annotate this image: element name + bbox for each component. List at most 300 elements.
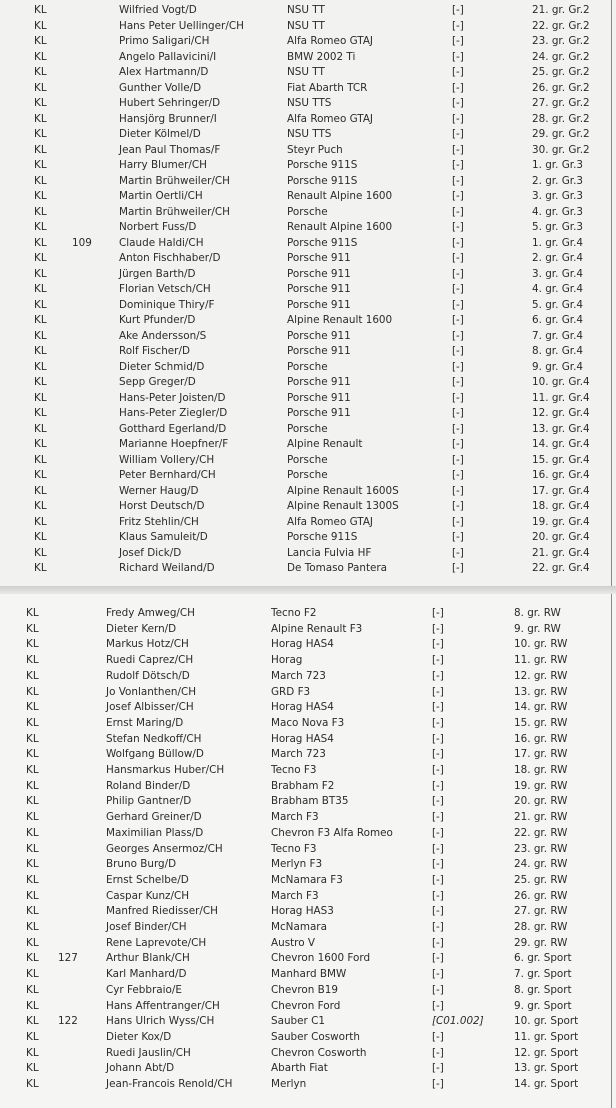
class-position: 12. gr. Gr.4 (532, 407, 590, 419)
result-row (0, 391, 616, 406)
result-code: [-] (452, 19, 464, 32)
car-model: Chevron Ford (271, 999, 341, 1012)
car-model: Porsche 911S (287, 236, 358, 249)
class-position: 1. gr. Gr.3 (532, 159, 584, 171)
class-position: 15. gr. Gr.4 (532, 453, 590, 466)
result-code: [-] (452, 221, 464, 233)
class-position: 22. gr. RW (514, 826, 568, 839)
class-position: 10. gr. Gr.4 (532, 376, 590, 388)
class-label: KL (34, 205, 47, 218)
result-row (0, 700, 616, 715)
result-row (0, 920, 616, 935)
class-position: 3. gr. Gr.4 (532, 267, 584, 280)
result-code: [-] (432, 701, 444, 714)
result-code: [-] (452, 376, 464, 388)
class-label: KL (34, 112, 47, 125)
class-position: 14. gr. Gr.4 (532, 438, 590, 450)
result-row (0, 65, 616, 80)
result-code: [-] (432, 1030, 444, 1043)
driver-name: Primo Saligari/CH (119, 35, 210, 47)
class-position: 9. gr. Gr.4 (532, 360, 584, 373)
class-label: KL (34, 453, 47, 466)
class-position: 4. gr. Gr.4 (532, 283, 584, 295)
driver-name: Martin Oertli/CH (119, 190, 203, 202)
result-row (0, 653, 616, 668)
result-row (0, 842, 616, 857)
result-row (0, 267, 616, 282)
car-model: Alpine Renault F3 (271, 622, 363, 635)
result-code: [-] (432, 607, 444, 619)
result-row (0, 1077, 616, 1092)
result-code: [-] (452, 484, 464, 497)
car-model: March F3 (271, 889, 319, 902)
result-row (0, 437, 616, 452)
driver-name: Philip Gantner/D (106, 795, 192, 808)
result-code: [-] (452, 143, 464, 156)
car-model: Porsche 911 (287, 283, 351, 295)
result-code: [-] (432, 905, 444, 918)
entry-number: 127 (58, 952, 78, 965)
class-label: KL (34, 422, 47, 435)
result-row (0, 515, 616, 530)
class-position: 28. gr. Gr.2 (532, 112, 590, 125)
result-code: [-] (452, 329, 464, 342)
result-code: [-] (452, 4, 464, 16)
driver-name: Werner Haug/D (119, 484, 199, 497)
class-label: KL (26, 811, 39, 824)
class-position: 8. gr. Gr.4 (532, 345, 584, 357)
result-row (0, 329, 616, 344)
car-model: Porsche 911 (287, 329, 351, 342)
car-model: Sauber C1 (271, 1015, 325, 1028)
class-position: 11. gr. RW (514, 654, 568, 667)
car-model: Alpine Renault (287, 438, 363, 450)
driver-name: Josef Albisser/CH (106, 701, 194, 714)
result-code: [-] (452, 159, 464, 171)
result-code: [-] (432, 779, 444, 792)
result-row (0, 251, 616, 266)
car-model: Porsche 911 (287, 391, 351, 404)
driver-name: Angelo Pallavicini/I (119, 50, 217, 63)
car-model: Porsche 911 (287, 252, 351, 264)
result-row (0, 732, 616, 747)
class-label: KL (26, 952, 39, 965)
car-model: Horag HAS4 (271, 732, 334, 745)
result-row (0, 453, 616, 468)
result-row (0, 967, 616, 982)
class-label: KL (26, 607, 39, 619)
class-position: 14. gr. Sport (514, 1078, 579, 1090)
result-code: [-] (432, 638, 444, 651)
result-code: [-] (432, 873, 444, 886)
driver-name: Martin Brühweiler/CH (119, 174, 230, 187)
driver-name: Claude Haldi/CH (119, 236, 204, 249)
result-row (0, 904, 616, 919)
car-model: Chevron Cosworth (271, 1046, 367, 1059)
car-model: Alfa Romeo GTAJ (287, 35, 374, 47)
driver-name: Dieter Schmid/D (119, 360, 205, 373)
result-row (0, 826, 616, 841)
class-position: 9. gr. RW (514, 622, 561, 635)
class-label: KL (34, 407, 47, 419)
driver-name: Jürgen Barth/D (119, 267, 196, 280)
result-code: [-] (432, 968, 444, 981)
result-row (0, 873, 616, 888)
result-code: [-] (452, 190, 464, 202)
class-position: 19. gr. Gr.4 (532, 515, 590, 528)
class-position: 14. gr. RW (514, 701, 568, 714)
class-label: KL (26, 795, 39, 808)
result-row (0, 19, 616, 34)
class-position: 13. gr. RW (514, 685, 568, 698)
result-row (0, 685, 616, 700)
car-model: Renault Alpine 1600 (287, 190, 393, 202)
car-model: March 723 (271, 669, 326, 682)
entry-number: 109 (72, 236, 92, 249)
class-label: KL (26, 638, 39, 651)
result-row (0, 1030, 616, 1045)
result-row (0, 50, 616, 65)
driver-name: Sepp Greger/D (119, 376, 196, 388)
class-position: 25. gr. RW (514, 873, 568, 886)
class-label: KL (34, 267, 47, 280)
result-row (0, 375, 616, 390)
driver-name: Rolf Fischer/D (119, 345, 190, 357)
car-model: Alfa Romeo GTAJ (287, 515, 374, 528)
result-code: [-] (432, 764, 444, 776)
class-label: KL (34, 515, 47, 528)
result-row (0, 236, 616, 251)
class-label: KL (26, 921, 39, 933)
class-label: KL (26, 1030, 39, 1043)
driver-name: Manfred Riedisser/CH (106, 905, 218, 918)
driver-name: Harry Blumer/CH (119, 159, 207, 171)
result-code: [-] (452, 500, 464, 512)
result-row (0, 158, 616, 173)
result-row (0, 606, 616, 621)
car-model: Porsche 911 (287, 267, 351, 280)
car-model: Horag HAS3 (271, 905, 334, 918)
driver-name: Fredy Amweg/CH (106, 607, 195, 619)
class-position: 7. gr. Gr.4 (532, 329, 584, 342)
class-label: KL (34, 190, 47, 202)
result-code: [-] (452, 345, 464, 357)
driver-name: Dominique Thiry/F (119, 298, 215, 311)
result-code: [-] (432, 936, 444, 949)
class-label: KL (34, 4, 47, 16)
car-model: Porsche (287, 453, 328, 466)
driver-name: Hans-Peter Ziegler/D (119, 407, 228, 419)
class-position: 29. gr. Gr.2 (532, 128, 590, 140)
driver-name: Caspar Kunz/CH (106, 889, 190, 902)
class-label: KL (34, 236, 47, 249)
class-label: KL (26, 999, 39, 1012)
result-code: [-] (432, 983, 444, 996)
result-code: [-] (452, 267, 464, 280)
class-label: KL (34, 221, 47, 233)
driver-name: Gunther Volle/D (119, 81, 202, 94)
car-model: NSU TT (287, 66, 325, 78)
car-model: Horag HAS4 (271, 701, 334, 714)
driver-name: Jean Paul Thomas/F (119, 143, 221, 156)
class-position: 24. gr. Gr.2 (532, 50, 590, 63)
driver-name: Stefan Nedkoff/CH (106, 732, 202, 745)
car-model: Abarth Fiat (271, 1062, 328, 1075)
class-position: 24. gr. RW (514, 858, 568, 871)
driver-name: Bruno Burg/D (106, 858, 177, 871)
car-model: Manhard BMW (271, 968, 347, 981)
driver-name: Richard Weiland/D (119, 562, 215, 574)
class-position: 11. gr. Sport (514, 1030, 579, 1043)
class-position: 21. gr. Gr.2 (532, 4, 590, 16)
class-label: KL (26, 983, 39, 996)
car-model: Chevron B19 (271, 983, 339, 996)
car-model: Steyr Puch (287, 143, 343, 156)
result-row (0, 3, 616, 18)
result-code: [-] (432, 732, 444, 745)
result-code: [-] (452, 422, 464, 435)
result-row (0, 637, 616, 652)
class-label: KL (26, 858, 39, 871)
class-label: KL (26, 669, 39, 682)
class-label: KL (34, 283, 47, 295)
result-row (0, 484, 616, 499)
result-row (0, 406, 616, 421)
result-row (0, 936, 616, 951)
class-position: 30. gr. Gr.2 (532, 143, 590, 156)
class-position: 12. gr. RW (514, 669, 568, 682)
class-position: 18. gr. Gr.4 (532, 500, 590, 512)
class-position: 8. gr. RW (514, 607, 561, 619)
car-model: Alfa Romeo GTAJ (287, 112, 374, 125)
result-code: [-] (432, 622, 444, 635)
class-position: 8. gr. Sport (514, 983, 572, 996)
car-model: Chevron F3 Alfa Romeo (271, 826, 393, 839)
class-label: KL (34, 345, 47, 357)
class-label: KL (34, 81, 47, 94)
class-label: KL (34, 376, 47, 388)
class-position: 21. gr. RW (514, 811, 568, 824)
driver-name: Karl Manhard/D (106, 968, 187, 981)
result-row (0, 313, 616, 328)
class-label: KL (34, 97, 47, 109)
driver-name: Ernst Schelbe/D (106, 873, 189, 886)
result-row (0, 857, 616, 872)
result-code: [-] (432, 685, 444, 698)
driver-name: Hans-Peter Joisten/D (119, 391, 226, 404)
car-model: Tecno F3 (271, 842, 317, 855)
result-code: [-] (432, 748, 444, 761)
class-position: 17. gr. Gr.4 (532, 484, 590, 497)
result-code: [-] (432, 842, 444, 855)
result-row (0, 143, 616, 158)
result-code: [-] (452, 360, 464, 373)
driver-name: Ake Andersson/S (119, 329, 207, 342)
class-position: 27. gr. Gr.2 (532, 97, 590, 109)
driver-name: Dieter Kern/D (106, 622, 177, 635)
class-label: KL (34, 128, 47, 140)
driver-name: Jo Vonlanthen/CH (106, 685, 197, 698)
result-code: [-] (432, 654, 444, 667)
class-position: 9. gr. Sport (514, 999, 572, 1012)
class-label: KL (26, 685, 39, 698)
class-label: KL (26, 826, 39, 839)
result-row (0, 716, 616, 731)
class-label: KL (26, 905, 39, 918)
car-model: Tecno F3 (271, 764, 317, 776)
car-model: Porsche 911S (287, 174, 358, 187)
class-label: KL (34, 500, 47, 512)
driver-name: Peter Bernhard/CH (119, 469, 216, 481)
result-code: [-] (452, 128, 464, 140)
class-label: KL (26, 1015, 39, 1028)
class-label: KL (34, 159, 47, 171)
driver-name: Dieter Kox/D (106, 1030, 172, 1043)
car-model: Tecno F2 (271, 607, 317, 619)
class-position: 5. gr. Gr.3 (532, 221, 584, 233)
result-row (0, 282, 616, 297)
driver-name: Roland Binder/D (106, 779, 191, 792)
result-code: [-] (452, 515, 464, 528)
car-model: Brabham F2 (271, 779, 335, 792)
class-position: 26. gr. Gr.2 (532, 81, 590, 94)
result-code: [-] (452, 453, 464, 466)
car-model: McNamara F3 (271, 873, 343, 886)
driver-name: Dieter Kölmel/D (119, 128, 201, 140)
class-position: 19. gr. RW (514, 779, 568, 792)
driver-name: Hans Ulrich Wyss/CH (106, 1015, 215, 1028)
result-code: [-] (452, 97, 464, 109)
driver-name: Anton Fischhaber/D (119, 252, 221, 264)
result-row (0, 360, 616, 375)
result-row (0, 779, 616, 794)
result-row (0, 999, 616, 1014)
class-label: KL (34, 252, 47, 264)
class-label: KL (34, 562, 47, 574)
car-model: NSU TT (287, 4, 325, 16)
result-code: [-] (432, 1078, 444, 1090)
class-label: KL (26, 716, 39, 729)
class-label: KL (26, 654, 39, 667)
class-label: KL (34, 35, 47, 47)
driver-name: Klaus Samuleit/D (119, 531, 208, 543)
result-code: [C01.002] (432, 1015, 484, 1028)
driver-name: Wilfried Vogt/D (119, 4, 197, 16)
driver-name: Maximilian Plass/D (106, 826, 204, 839)
car-model: Porsche 911 (287, 376, 351, 388)
result-code: [-] (432, 999, 444, 1012)
class-position: 26. gr. RW (514, 889, 568, 902)
driver-name: Hans Affentranger/CH (106, 999, 220, 1012)
result-row (0, 220, 616, 235)
class-position: 7. gr. Sport (514, 968, 572, 981)
car-model: March F3 (271, 811, 319, 824)
class-position: 22. gr. Gr.4 (532, 562, 590, 574)
result-code: [-] (432, 826, 444, 839)
class-position: 16. gr. RW (514, 732, 568, 745)
class-label: KL (26, 1046, 39, 1059)
class-position: 15. gr. RW (514, 716, 568, 729)
class-label: KL (34, 531, 47, 543)
class-label: KL (26, 779, 39, 792)
class-label: KL (34, 50, 47, 63)
car-model: Lancia Fulvia HF (287, 546, 372, 559)
car-model: Alpine Renault 1600S (287, 484, 399, 497)
result-row (0, 96, 616, 111)
class-position: 28. gr. RW (514, 921, 568, 933)
class-label: KL (34, 484, 47, 497)
result-code: [-] (452, 469, 464, 481)
class-label: KL (26, 873, 39, 886)
class-label: KL (34, 546, 47, 559)
entry-number: 122 (58, 1015, 78, 1028)
car-model: Horag HAS4 (271, 638, 334, 651)
car-model: McNamara (271, 921, 327, 933)
class-label: KL (34, 174, 47, 187)
result-code: [-] (452, 283, 464, 295)
driver-name: Hansjörg Brunner/I (119, 112, 217, 125)
driver-name: Hansmarkus Huber/CH (106, 764, 225, 776)
class-label: KL (34, 360, 47, 373)
class-label: KL (34, 329, 47, 342)
driver-name: Josef Dick/D (119, 546, 182, 559)
result-row (0, 622, 616, 637)
class-label: KL (26, 968, 39, 981)
car-model: Brabham BT35 (271, 795, 349, 808)
driver-name: Horst Deutsch/D (119, 500, 205, 512)
result-code: [-] (452, 438, 464, 450)
result-code: [-] (432, 858, 444, 871)
car-model: NSU TTS (287, 128, 332, 140)
driver-name: William Vollery/CH (119, 453, 215, 466)
result-row (0, 951, 616, 966)
driver-name: Norbert Fuss/D (119, 221, 197, 233)
result-code: [-] (452, 531, 464, 543)
class-position: 17. gr. RW (514, 748, 568, 761)
class-label: KL (26, 889, 39, 902)
result-code: [-] (452, 252, 464, 264)
class-label: KL (34, 469, 47, 481)
result-row (0, 747, 616, 762)
result-row (0, 530, 616, 545)
result-row (0, 344, 616, 359)
result-row (0, 174, 616, 189)
result-row (0, 205, 616, 220)
result-code: [-] (432, 716, 444, 729)
driver-name: Alex Hartmann/D (119, 66, 209, 78)
class-position: 1. gr. Gr.4 (532, 236, 584, 249)
car-model: Fiat Abarth TCR (287, 81, 368, 94)
car-model: Chevron 1600 Ford (271, 952, 371, 965)
driver-name: Markus Hotz/CH (106, 638, 189, 651)
class-position: 20. gr. Gr.4 (532, 531, 590, 543)
result-code: [-] (452, 35, 464, 47)
result-code: [-] (432, 669, 444, 682)
class-position: 13. gr. Sport (514, 1062, 579, 1075)
car-model: Austro V (271, 936, 315, 949)
driver-name: Rene Laprevote/CH (106, 936, 207, 949)
driver-name: Fritz Stehlin/CH (119, 515, 199, 528)
car-model: Porsche 911S (287, 159, 358, 171)
result-row (0, 763, 616, 778)
result-code: [-] (432, 1046, 444, 1059)
class-position: 3. gr. Gr.3 (532, 190, 584, 202)
car-model: Merlyn F3 (271, 858, 323, 871)
result-row (0, 468, 616, 483)
result-code: [-] (432, 811, 444, 824)
car-model: Horag (271, 654, 303, 667)
car-model: Renault Alpine 1600 (287, 221, 393, 233)
